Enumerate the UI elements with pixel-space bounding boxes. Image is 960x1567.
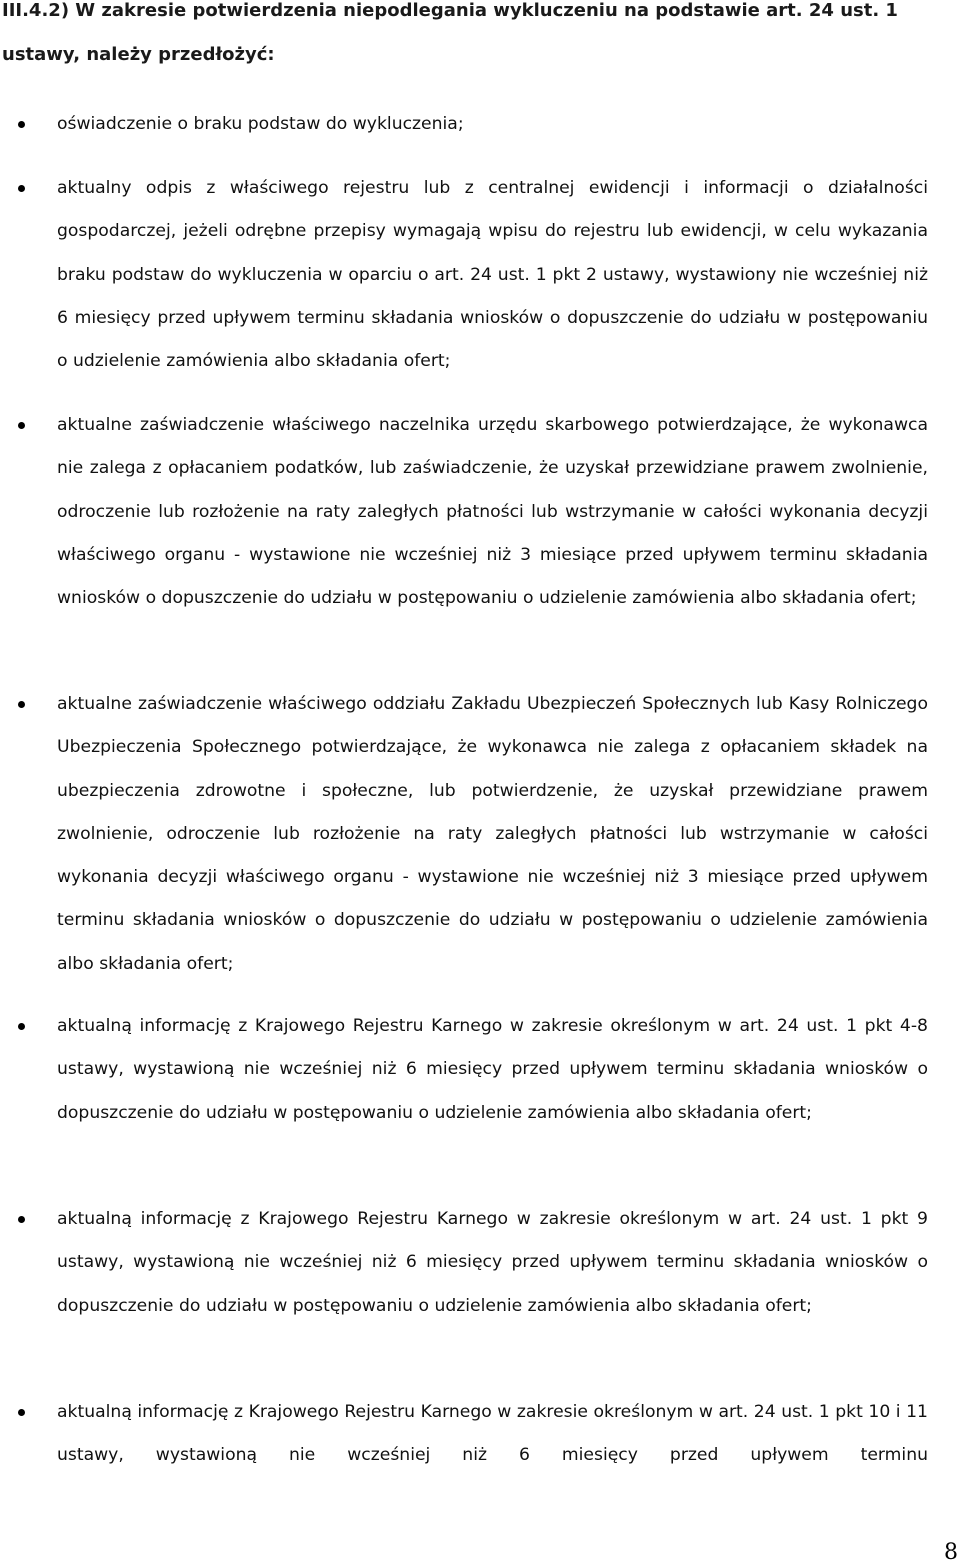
list-item-text: aktualną informację z Krajowego Rejestru Karnego w zakresie określonym w art. 24 ust. 1 pkt 4-8 ustawy, wystawioną nie wcześniej niż 6 miesięcy przed upływem terminu składania wniosków o dopuszczenie do udziału w postępowaniu o udzielenie zamówienia albo składania ofert; [57,1016,928,1123]
list-item-text: aktualne zaświadczenie właściwego oddziału Zakładu Ubezpieczeń Społecznych lub Kasy Rolniczego Ubezpieczenia Społecznego potwierdzające, że wykonawca nie zalega z opłacaniem składek na ubezpieczenia zdrowotne i społeczne, lub potwierdzenie, że uzyskał przewidziane prawem zwolnienie, odroczenie lub rozłożenie na raty zaległych płatności lub wstrzymanie w całości wykonania decyzji właściwego organu - wystawione nie wcześniej niż 3 miesiące przed upływem terminu składania wniosków o dopuszczenie do udziału w postępowaniu o udzielenie zamówienia albo składania ofert; [57,694,928,974]
bullet-icon [18,1198,28,1208]
bullet-icon [18,1005,28,1015]
list-item-text: aktualne zaświadczenie właściwego naczelnika urzędu skarbowego potwierdzające, że wykonawca nie zalega z opłacaniem podatków, lub zaświadczenie, że uzyskał przewidziane prawem zwolnienie, odroczenie lub rozłożenie na raty zaległych płatności lub wstrzymanie w całości wykonania decyzji właściwego organu - wystawione nie wcześniej niż 3 miesiące przed upływem terminu składania wniosków o dopuszczenie do udziału w postępowaniu o udzielenie zamówienia albo składania ofert; [57,415,928,609]
section-heading: III.4.2) W zakresie potwierdzenia niepodlegania wykluczeniu na podstawie art. 24 ust. 1 ustawy, należy przedłożyć: [2,0,898,65]
list-item-text: aktualny odpis z właściwego rejestru lub z centralnej ewidencji i informacji o działalności gospodarczej, jeżeli odrębne przepisy wymagają wpisu do rejestru lub ewidencji, w celu wykazania braku podstaw do wykluczenia w oparciu o art. 24 ust. 1 pkt 2 ustawy, wystawiony nie wcześniej niż 6 miesięcy przed upływem terminu składania wniosków o dopuszczenie do udziału w postępowaniu o udzielenie zamówienia albo składania ofert; [57,178,928,372]
list-item-text: aktualną informację z Krajowego Rejestru Karnego w zakresie określonym w art. 24 ust. 1 pkt 9 ustawy, wystawioną nie wcześniej niż 6 miesięcy przed upływem terminu składania wniosków o dopuszczenie do udziału w postępowaniu o udzielenie zamówienia albo składania ofert; [57,1209,928,1316]
bullet-icon [18,167,28,177]
page-number: 8 [944,1540,958,1565]
bullet-icon [18,683,28,693]
list-item-text: aktualną informację z Krajowego Rejestru Karnego w zakresie określonym w art. 24 ust. 1 pkt 10 i 11 ustawy, wystawioną nie wcześniej niż 6 miesięcy przed upływem terminu [57,1402,928,1466]
bullet-icon [18,1391,28,1401]
bullet-icon [18,103,28,113]
bullet-icon [18,404,28,414]
list-item-text: oświadczenie o braku podstaw do wykluczenia; [57,114,464,134]
